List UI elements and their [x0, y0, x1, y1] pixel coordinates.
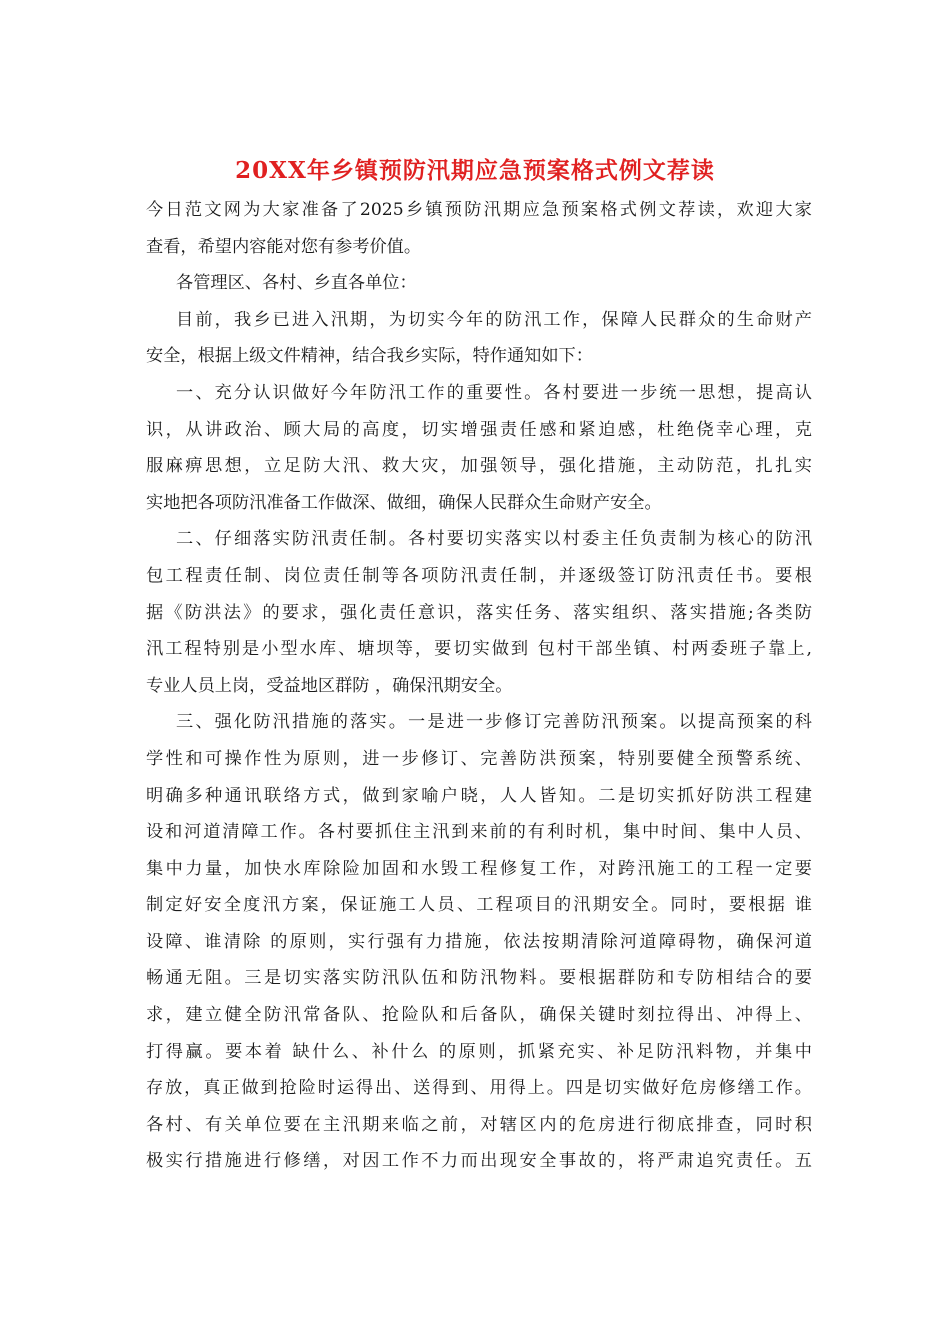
- text-line: 畅通无阻。三是切实落实防汛队伍和防汛物料。要根据群防和专防相结合的要: [146, 968, 812, 989]
- text-line: 安全，根据上级文件精神，结合我乡实际，特作通知如下：: [146, 346, 593, 367]
- text-line: 目前，我乡已进入汛期，为切实今年的防汛工作，保障人民群众的生命财产: [176, 309, 812, 330]
- text-line: 汛工程特别是小型水库、塘坝等，要切实做到 包村干部坐镇、村两委班子靠上,: [146, 639, 812, 660]
- text-line: 查看，希望内容能对您有参考价值。: [146, 236, 422, 257]
- text-line: 设和河道清障工作。各村要抓住主汛到来前的有利时机，集中时间、集中人员、: [146, 822, 812, 843]
- text-line: 二、仔细落实防汛责任制。各村要切实落实以村委主任负责制为核心的防汛: [176, 529, 812, 550]
- text-line: 制定好安全度汛方案，保证施工人员、工程项目的汛期安全。同时，要根据 谁: [146, 895, 812, 916]
- text-line: 包工程责任制、岗位责任制等各项防汛责任制，并逐级签订防汛责任书。要根: [146, 565, 812, 586]
- text-line: 识，从讲政治、顾大局的高度，切实增强责任感和紧迫感，杜绝侥幸心理，克: [146, 419, 812, 440]
- document-body: [146, 192, 812, 1180]
- text-line: 各村、有关单位要在主汛期来临之前，对辖区内的危房进行彻底排查，同时积: [146, 1114, 812, 1135]
- text-line: 实地把各项防汛准备工作做深、做细，确保人民群众生命财产安全。: [146, 492, 662, 513]
- text-line: 极实行措施进行修缮，对因工作不力而出现安全事故的，将严肃追究责任。五: [146, 1151, 812, 1172]
- text-line: 服麻痹思想，立足防大汛、救大灾，加强领导，强化措施，主动防范，扎扎实: [146, 456, 812, 477]
- text-line: 专业人员上岗，受益地区群防 ，确保汛期安全。: [146, 675, 513, 696]
- text-line: 设障、谁清除 的原则，实行强有力措施，依法按期清除河道障碍物，确保河道: [146, 931, 812, 952]
- text-line: 一、充分认识做好今年防汛工作的重要性。各村要进一步统一思想，提高认: [176, 382, 812, 403]
- text-line: 学性和可操作性为原则，进一步修订、完善防洪预案，特别要健全预警系统、: [146, 748, 812, 769]
- text-line: 今日范文网为大家准备了2025乡镇预防汛期应急预案格式例文荐读，欢迎大家: [146, 200, 812, 220]
- text-line: 据《防洪法》的要求，强化责任意识，落实任务、落实组织、落实措施;各类防: [146, 602, 812, 623]
- text-line: 求，建立健全防汛常备队、抢险队和后备队，确保关键时刻拉得出、冲得上、: [146, 1005, 812, 1026]
- text-line: 三、强化防汛措施的落实。一是进一步修订完善防汛预案。以提高预案的科: [176, 712, 812, 733]
- text-line: 打得赢。要本着 缺什么、补什么 的原则，抓紧充实、补足防汛料物，并集中: [146, 1041, 812, 1062]
- text-line: 各管理区、各村、乡直各单位：: [176, 273, 417, 294]
- document-title: 20XX年乡镇预防汛期应急预案格式例文荐读: [235, 157, 715, 184]
- text-line: 明确多种通讯联络方式，做到家喻户晓，人人皆知。二是切实抓好防洪工程建: [146, 785, 812, 806]
- text-line: 集中力量，加快水库除险加固和水毁工程修复工作，对跨汛施工的工程一定要: [146, 858, 812, 879]
- text-line: 存放，真正做到抢险时运得出、送得到、用得上。四是切实做好危房修缮工作。: [146, 1078, 812, 1099]
